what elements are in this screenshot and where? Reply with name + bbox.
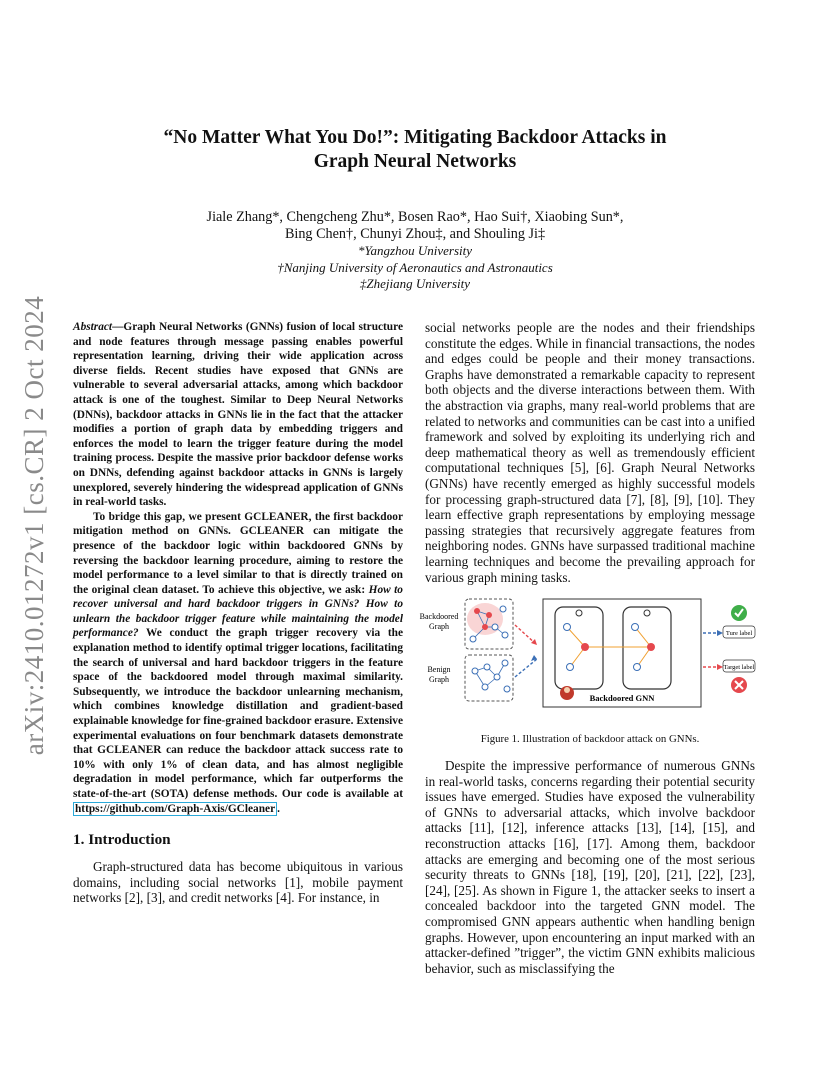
right-column — [419, 320, 755, 976]
target-label-text: Target label — [723, 664, 755, 672]
right-paragraph-1: social networks people are the nodes and their friendships constitute the edges. While in financial transactions, the nodes and edges could be people and their money transactions. Graphs have demonstrated a remarkable capacity to represent both objects and the diverse interactions between them. With the abstraction via graphs, many real-world problems that are related to networks and communities can be cast into a unified framework and solved by exploiting its underlying rich and deep mathematical theory as well as tremendously efficient computational techniques [5], [6]. Graph Neural Networks (GNNs) have recently emerged as highly successful models for processing graph-structured data [7], [8], [9], [10]. They learn effective graph representations by employing message passing strategies that recursively aggregate features from neighboring nodes. GNNs have surpassed traditional machine learning techniques and become the prevailing approach for various graph mining tasks. — [425, 320, 755, 585]
abstract-text-2b: We conduct the graph trigger recovery via the explanation method to identify optimal trigger locations, facilitating the search of universal and hard backdoor triggers in the feature space of the backdoored model through maximal similarity. Subsequently, we introduce the backdoor unlearning mechanism, which combines knowledge distillation and gradient-based explainable knowledge for fine-grained backdoor erasure. Extensive experimental evaluations on four benchmark datasets demonstrate that GCLEANER can reduce the backdoor attack success rate to 10% with only 1% of clean data, and has almost negligible degradation in model performance, which far outperforms the state-of-the-art (SOTA) defense methods. Our code is available at — [73, 627, 403, 800]
affiliation-3: ‡Zhejiang University — [359, 276, 471, 291]
abstract-label: Abstract — [73, 321, 113, 333]
title-line-2: Graph Neural Networks — [313, 151, 517, 172]
label-backdoored-2: Graph — [429, 622, 449, 632]
abstract-paragraph-1 — [73, 320, 403, 510]
abstract-end: . — [277, 802, 280, 815]
label-benign: Benign — [427, 665, 451, 675]
author-block — [120, 209, 710, 293]
figure-1 — [419, 597, 755, 727]
figure-caption: Figure 1. Illustration of backdoor attack on GNNs. — [480, 733, 700, 746]
affiliation-1: *Yangzhou University — [358, 243, 472, 258]
authors-line-2: Bing Chen†, Chunyi Zhou‡, and Shouling Ji‡ — [284, 226, 546, 242]
benign-input-arrow — [515, 659, 537, 677]
abstract — [73, 320, 403, 816]
trigger-region — [467, 603, 503, 635]
paper-title — [120, 126, 710, 174]
abstract-question: How to recover universal and hard backdoor triggers in GNNs? How to unlearn the backdoor trigger feature while maintaining the model performance? — [73, 583, 403, 640]
label-benign-2: Graph — [429, 675, 449, 685]
arxiv-id-text: arXiv:2410.01272v1 [cs.CR] 2 Oct 2024 — [19, 295, 50, 755]
abstract-text-1: —Graph Neural Networks (GNNs) fusion of local structure and node features through message passing enables powerful representation learning, driving their wide application across diverse fields. Recent studies have exposed that GNNs are vulnerable to several adversarial attacks, among which backdoor attack is one of the toughest. Similar to Deep Neural Networks (DNNs), backdoor attacks in GNNs lie in the fact that the attacker modifies a portion of graph data by embedding triggers and enforces the model to learn the trigger feature during the model training process. Despite the massive prior backdoor defense works on DNNs, defending against backdoor attacks in GNNs is largely unexplored, severely hindering the widespread application of GNNs in real-world tasks. — [73, 321, 403, 509]
figure-illustration — [419, 597, 755, 727]
affiliation-2: †Nanjing University of Aeronautics and Astronautics — [277, 259, 553, 275]
attacker-icon — [560, 686, 574, 700]
gnn-layer-1 — [555, 607, 603, 689]
abstract-paragraph-2 — [73, 510, 403, 816]
right-paragraph-2: Despite the impressive performance of numerous GNNs in real-world tasks, concerns regarding their potential security issues have emerged. Studies have exposed the vulnerability of GNNs to adversarial attacks, which involve backdoor attacks [11], [12], inference attacks [13], [14], [15], and reconstruction attacks [16], [17]. Among them, backdoor attacks are emerging and becoming one of the most serious security threats to GNNs [18], [19], [20], [21], [22], [23], [24], [25]. As shown in Figure 1, the attacker seeks to insert a concealed backdoor into the targeted GNN model. The compromised GNN appears authentic when handling benign graphs. However, upon encountering an input marked with an attacker-defined ”trigger”, the victim GNN exhibits malicious behavior, such as misclassifying the — [425, 758, 755, 976]
abstract-text-2a: To bridge this gap, we present GCLEANER, the first backdoor mitigation method on GNNs. GCLEANER can mitigate the presence of the backdoor logic within backdoored GNNs by reversing the backdoor learning procedure, aiming to restore the model performance to a level similar to that is directly trained on the original clean dataset. To achieve this objective, we ask: — [73, 510, 403, 596]
gnn-layer-2 — [623, 607, 671, 689]
label-backdoored: Backdoored — [419, 612, 459, 622]
section-heading-introduction: 1. Introduction — [73, 831, 171, 849]
left-column — [73, 320, 403, 906]
gnn-label: Backdoored GNN — [589, 693, 655, 704]
authors-line-1: Jiale Zhang*, Chengcheng Zhu*, Bosen Rao*, Hao Sui†, Xiaobing Sun*, — [206, 209, 624, 225]
arxiv-side-stamp — [10, 290, 60, 760]
intro-paragraph-1: Graph-structured data has become ubiquitous in various domains, including social networks [1], mobile payment networks [2], [3], and credit networks [4]. For instance, in — [73, 859, 403, 906]
true-label-text: Ture label — [725, 630, 753, 638]
code-link[interactable]: https://github.com/Graph-Axis/GCleaner — [75, 802, 276, 815]
message-passing-edges — [567, 627, 651, 667]
title-line-1: “No Matter What You Do!”: Mitigating Backdoor Attacks in — [163, 127, 667, 148]
